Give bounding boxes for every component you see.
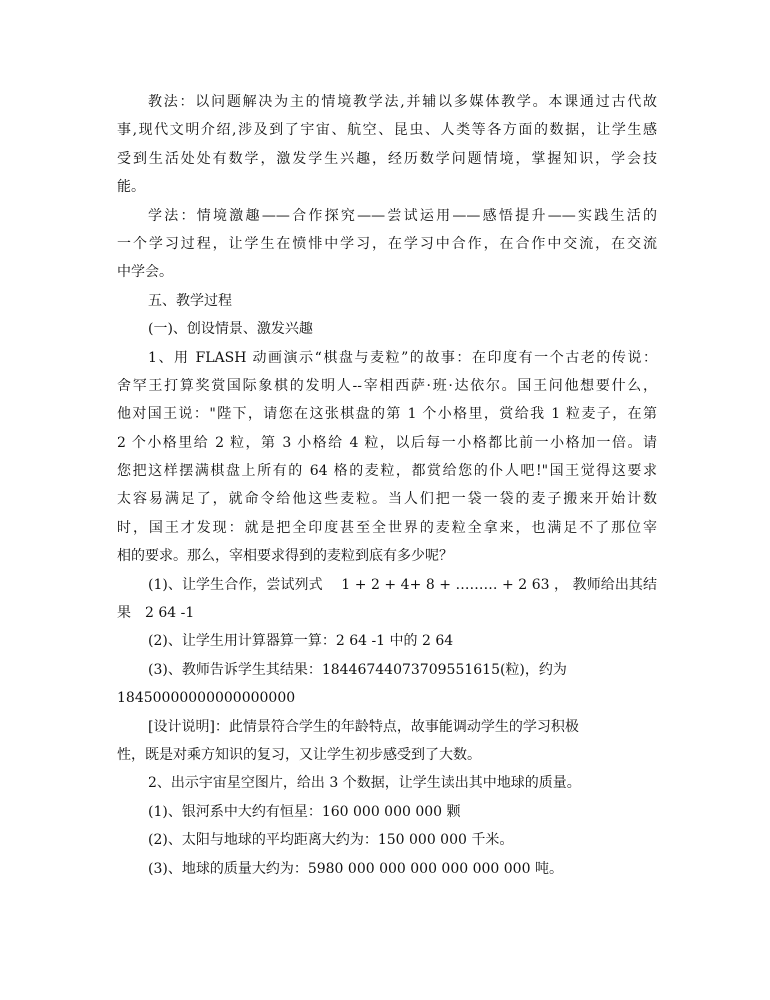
text-line: 五、教学过程 (148, 292, 232, 309)
text-line: 相的要求。那么，宰相要求得到的麦粒到底有多少呢？ (117, 548, 453, 565)
text-line: 2、出示宇宙星空图片，给出 3 个数据，让学生读出其中地球的质量。 (148, 775, 581, 792)
text-line: 一个学习过程，让学生在愤悱中学习，在学习中合作，在合作中交流，在交流 (117, 235, 657, 252)
text-line: 您把这样摆满棋盘上所有的 64 格的麦粒，都赏给您的仆人吧!"国王觉得这要求 (117, 463, 657, 480)
text-line: (2)、太阳与地球的平均距离大约为：150 000 000 千米。 (148, 832, 514, 849)
text-line: (1)、银河系中大约有恒星：160 000 000 000 颗 (148, 803, 461, 820)
text-line: [设计说明]：此情景符合学生的年龄特点，故事能调动学生的学习积极 (148, 718, 579, 735)
text-line: 时，国王才发现：就是把全印度甚至全世界的麦粒全拿来，也满足不了那位宰 (117, 519, 657, 536)
text-line: 太容易满足了，就命令给他这些麦粒。当人们把一袋一袋的麦子搬来开始计数 (117, 491, 657, 508)
text-line: 2 个小格里给 2 粒，第 3 小格给 4 粒，以后每一小格都比前一小格加一倍。请 (117, 434, 657, 451)
text-line: 他对国王说："陛下，请您在这张棋盘的第 1 个小格里，赏给我 1 粒麦子，在第 (117, 406, 657, 423)
text-line: 教法：以问题解决为主的情境教学法,并辅以多媒体教学。本课通过古代故 (148, 94, 657, 110)
text-line: (3)、地球的质量大约为：5980 000 000 000 000 000 000 吨。 (148, 860, 563, 877)
text-line: 18450000000000000000 (117, 690, 296, 707)
text-line: 中学会。 (117, 264, 173, 281)
text-line: 1、用 FLASH 动画演示“棋盘与麦粒”的故事：在印度有一个古老的传说： (148, 349, 657, 366)
text-line: 学法：情境激趣——合作探究——尝试运用——感悟提升——实践生活的 (148, 207, 657, 224)
text-line: 事,现代文明介绍,涉及到了宇宙、航空、昆虫、人类等各方面的数据，让学生感 (117, 122, 657, 139)
text-line: (1)、让学生合作，尝试列式 1 + 2 + 4+ 8 + ……… + 2 63 ， 教师给出其结 (148, 576, 657, 593)
text-line: 舍罕王打算奖赏国际象棋的发明人--宰相西萨·班·达依尔。国王问他想要什么， (117, 377, 657, 394)
text-line: (一)、创设情景、激发兴趣 (148, 321, 313, 338)
text-line: 果 2 64 -1 (117, 605, 195, 622)
text-line: (2)、让学生用计算器算一算：2 64 -1 中的 2 64 (148, 633, 454, 650)
text-line: (3)、教师告诉学生其结果：18446744073709551615(粒)，约为 (148, 661, 567, 678)
document-page (117, 88, 657, 883)
text-line: 性，既是对乘方知识的复习，又让学生初步感受到了大数。 (117, 746, 481, 763)
text-line: 受到生活处处有数学，激发学生兴趣，经历数学问题情境，掌握知识，学会技 (117, 150, 657, 167)
text-line: 能。 (117, 179, 145, 196)
